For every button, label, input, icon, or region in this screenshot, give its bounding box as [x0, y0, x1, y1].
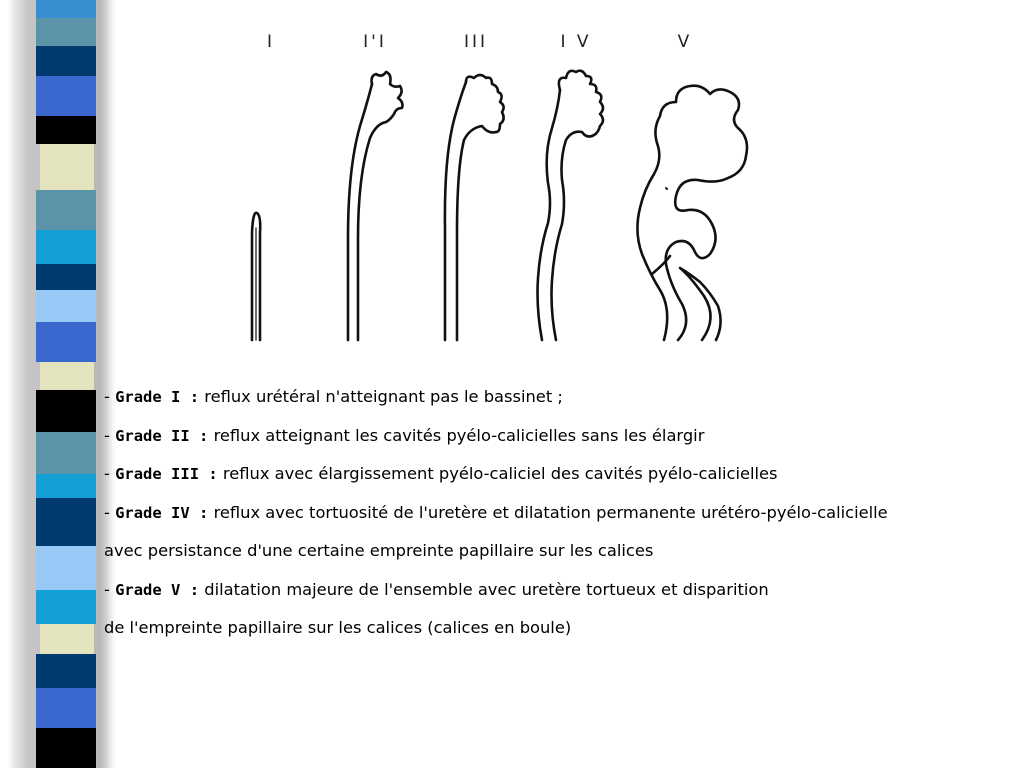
grade-definition: avec persistance d'une certaine empreinte papillaire sur les calices	[104, 541, 654, 560]
grade-5-label: V	[677, 32, 693, 52]
bullet-dash: -	[104, 425, 116, 445]
stripe-block	[40, 362, 94, 390]
bullet-dash: -	[104, 579, 116, 599]
stripe-block	[36, 0, 96, 18]
stripe-block	[36, 474, 96, 498]
grade-definition: reflux urétéral n'atteignant pas le bassinet ;	[199, 387, 563, 406]
grade-4-description-continued	[104, 532, 1019, 571]
stripe-block	[36, 432, 96, 474]
grade-3-label: III	[463, 32, 489, 52]
stripe-block	[36, 264, 96, 290]
stripe-block	[40, 624, 94, 654]
grade-name: Grade V :	[115, 580, 200, 599]
grade-definition: de l'empreinte papillaire sur les calices (calices en boule)	[104, 618, 572, 637]
stripe-block	[36, 688, 96, 728]
bullet-dash: -	[104, 464, 116, 483]
grade-3-ureter-drawing	[445, 75, 504, 340]
grade-definition: reflux avec tortuosité de l'uretère et dilatation permanente urétéro-pyélo-calicielle	[208, 502, 888, 522]
grade-2-label: I'I	[363, 32, 387, 52]
grade-4-description	[104, 494, 1019, 533]
grade-name: Grade III :	[115, 465, 218, 483]
stripe-block	[36, 46, 96, 76]
stripe-block	[36, 290, 96, 322]
grade-name: Grade IV :	[115, 503, 209, 522]
stripe-block	[36, 230, 96, 264]
grade-5-ureter-drawing	[637, 86, 747, 340]
stripe-block	[36, 390, 96, 432]
grade-name: Grade I :	[115, 388, 200, 406]
grade-4-label: I V	[560, 32, 592, 52]
stripe-block	[36, 654, 96, 688]
stripe-block	[36, 728, 96, 768]
stripe-block	[36, 546, 96, 590]
stripe-block	[36, 190, 96, 230]
stripe-block	[36, 322, 96, 362]
grade-2-ureter-drawing	[348, 72, 403, 340]
grade-3-description	[104, 455, 1019, 494]
bullet-dash: -	[104, 387, 116, 406]
stripe-block	[36, 116, 96, 144]
reflux-grades-drawing	[230, 28, 770, 346]
grade-1-description	[104, 378, 1019, 417]
grade-4-ureter-drawing	[538, 71, 604, 340]
reflux-grades-diagram	[230, 28, 770, 346]
grade-descriptions	[104, 378, 1019, 648]
grade-definition: reflux atteignant les cavités pyélo-calicielles sans les élargir	[208, 425, 705, 445]
stripe-block	[36, 18, 96, 46]
grade-definition: dilatation majeure de l'ensemble avec uretère tortueux et disparition	[199, 579, 769, 599]
grade-2-description	[104, 417, 1019, 456]
bullet-dash: -	[104, 502, 116, 522]
stripe-block	[36, 498, 96, 546]
grade-1-ureter-drawing	[252, 213, 260, 340]
stripe-block	[36, 590, 96, 624]
grade-5-description	[104, 571, 1019, 610]
stripe-block	[36, 76, 96, 116]
decorative-color-stripe	[36, 0, 96, 768]
grade-5-description-continued	[104, 609, 1019, 648]
stripe-block	[40, 144, 94, 190]
grade-definition: reflux avec élargissement pyélo-caliciel des cavités pyélo-calicielles	[217, 464, 778, 483]
grade-1-label: I	[266, 32, 276, 52]
grade-name: Grade II :	[115, 426, 209, 445]
